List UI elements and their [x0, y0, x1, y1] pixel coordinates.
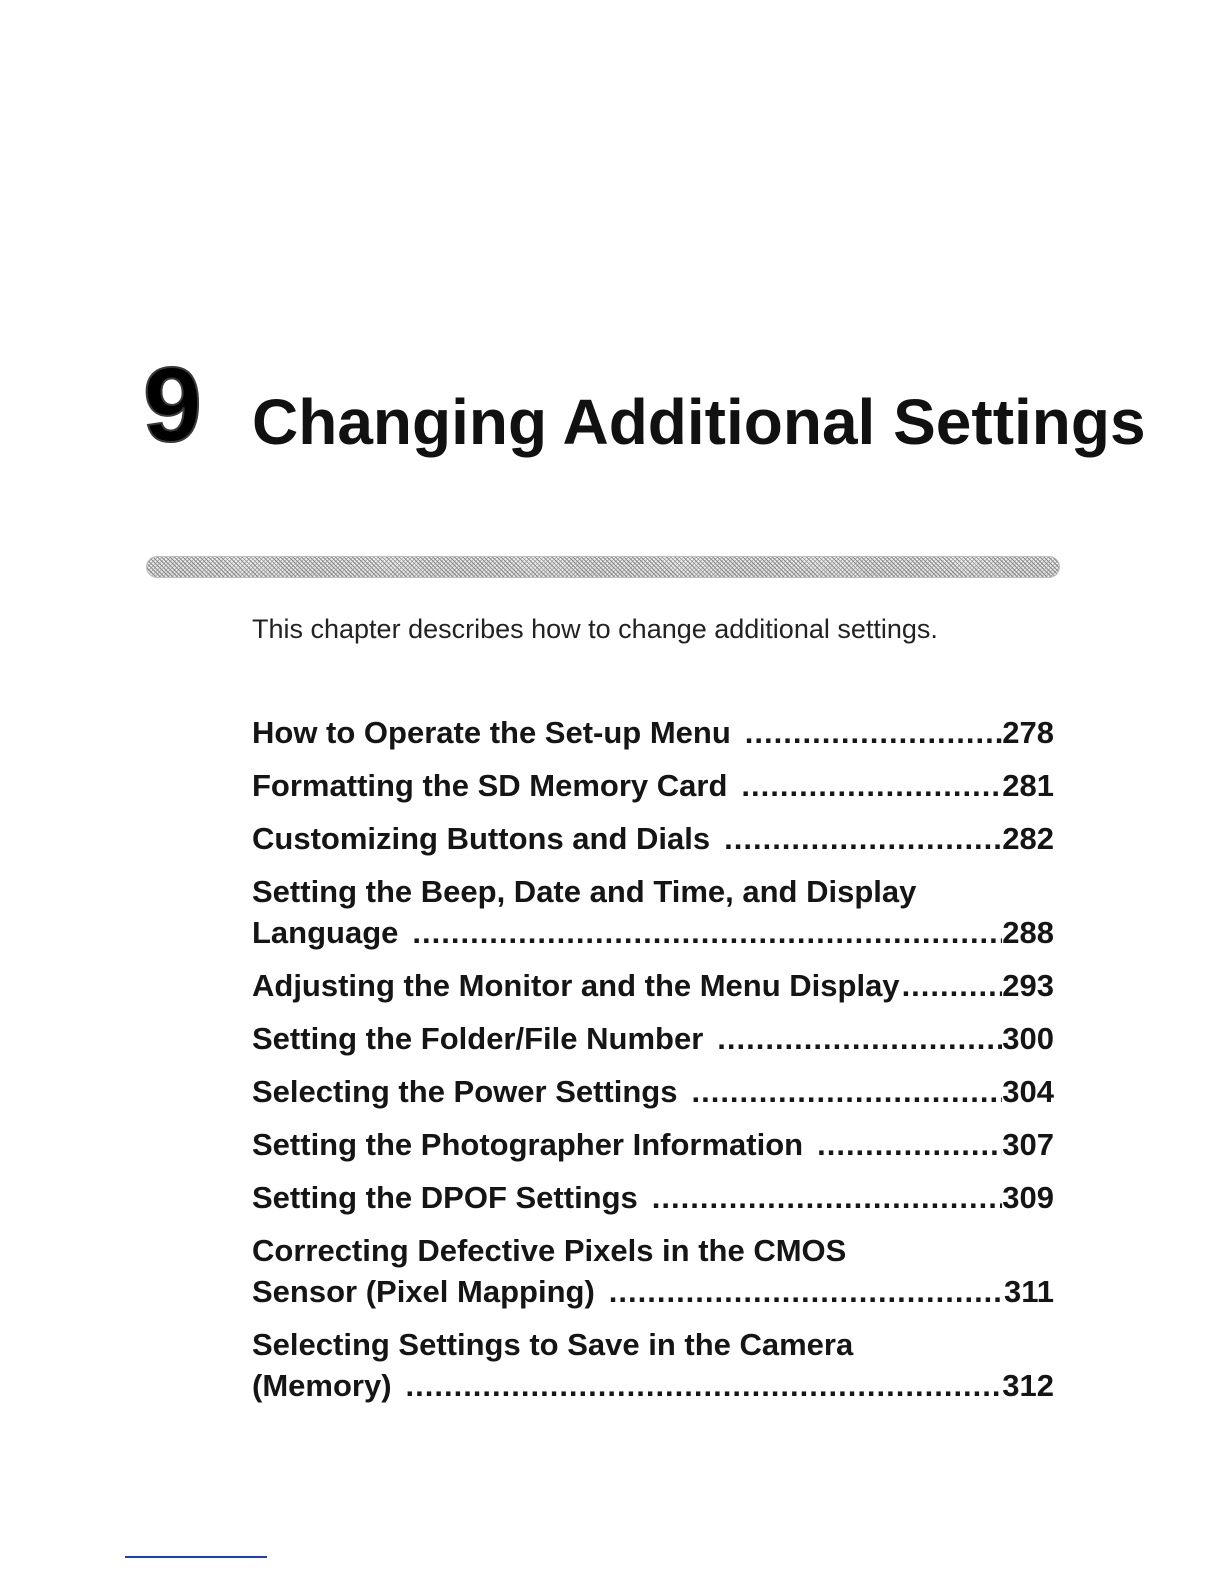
toc-item-beep-date-language[interactable] [252, 871, 1054, 953]
toc-item-label: Selecting the Power Settings [252, 1074, 678, 1109]
toc-item-label: Language [252, 915, 399, 950]
toc-dot-leader [412, 912, 1002, 953]
toc-item-page: 309 [1002, 1180, 1054, 1215]
toc-item-label: Formatting the SD Memory Card [252, 768, 728, 803]
toc-item-label: Customizing Buttons and Dials [252, 821, 711, 856]
toc-item-label: Sensor (Pixel Mapping) [252, 1274, 595, 1309]
toc-item-label-line1: Setting the Beep, Date and Time, and Display [252, 874, 917, 909]
toc-dot-leader [691, 1071, 1002, 1112]
toc-dot-leader [609, 1271, 1004, 1312]
toc-item-label: (Memory) [252, 1368, 392, 1403]
toc-item-photographer-info[interactable] [252, 1124, 1054, 1165]
toc-item-label-line1: Correcting Defective Pixels in the CMOS [252, 1233, 847, 1268]
toc-item-page: 312 [1002, 1368, 1054, 1403]
toc-dot-leader [745, 712, 1002, 753]
toc-item-page: 281 [1002, 768, 1054, 803]
toc-item-label: Setting the Folder/File Number [252, 1021, 704, 1056]
title-rule [146, 556, 1060, 578]
toc-dot-leader [717, 1018, 1002, 1059]
toc-item-label-line1: Selecting Settings to Save in the Camera [252, 1327, 854, 1362]
chapter-title: Changing Additional Settings [252, 386, 1146, 458]
toc-item-page: 293 [1002, 968, 1054, 1003]
toc-item-page: 304 [1002, 1074, 1054, 1109]
toc-item-page: 300 [1002, 1021, 1054, 1056]
toc-item-label: Setting the Photographer Information [252, 1127, 804, 1162]
toc-dot-leader [406, 1365, 1003, 1406]
footer-rule [125, 1556, 267, 1558]
toc-item-monitor-display[interactable] [252, 965, 1054, 1006]
toc-item-pixel-mapping[interactable] [252, 1230, 1054, 1312]
toc-item-format-card[interactable] [252, 765, 1054, 806]
toc-dot-leader [902, 965, 1003, 1006]
chapter-number: 9 [143, 346, 202, 464]
toc-dot-leader [741, 765, 1002, 806]
toc-item-setup-menu[interactable] [252, 712, 1054, 753]
toc-item-dpof-settings[interactable] [252, 1177, 1054, 1218]
toc-item-label: How to Operate the Set-up Menu [252, 715, 731, 750]
chapter-intro: This chapter describes how to change additional settings. [252, 614, 938, 644]
toc-item-page: 311 [1003, 1274, 1054, 1309]
toc-item-page: 288 [1002, 915, 1054, 950]
toc-item-label: Adjusting the Monitor and the Menu Display [252, 968, 900, 1003]
toc-item-page: 278 [1002, 715, 1054, 750]
toc-item-power-settings[interactable] [252, 1071, 1054, 1112]
toc-item-label: Setting the DPOF Settings [252, 1180, 638, 1215]
toc-item-memory[interactable] [252, 1324, 1054, 1406]
toc-item-folder-file-number[interactable] [252, 1018, 1054, 1059]
toc-dot-leader [724, 818, 1002, 859]
toc-item-customize-buttons[interactable] [252, 818, 1054, 859]
toc-item-page: 307 [1002, 1127, 1054, 1162]
toc-dot-leader [652, 1177, 1002, 1218]
table-of-contents [252, 712, 1054, 1418]
toc-item-page: 282 [1002, 821, 1054, 856]
toc-dot-leader [817, 1124, 1002, 1165]
